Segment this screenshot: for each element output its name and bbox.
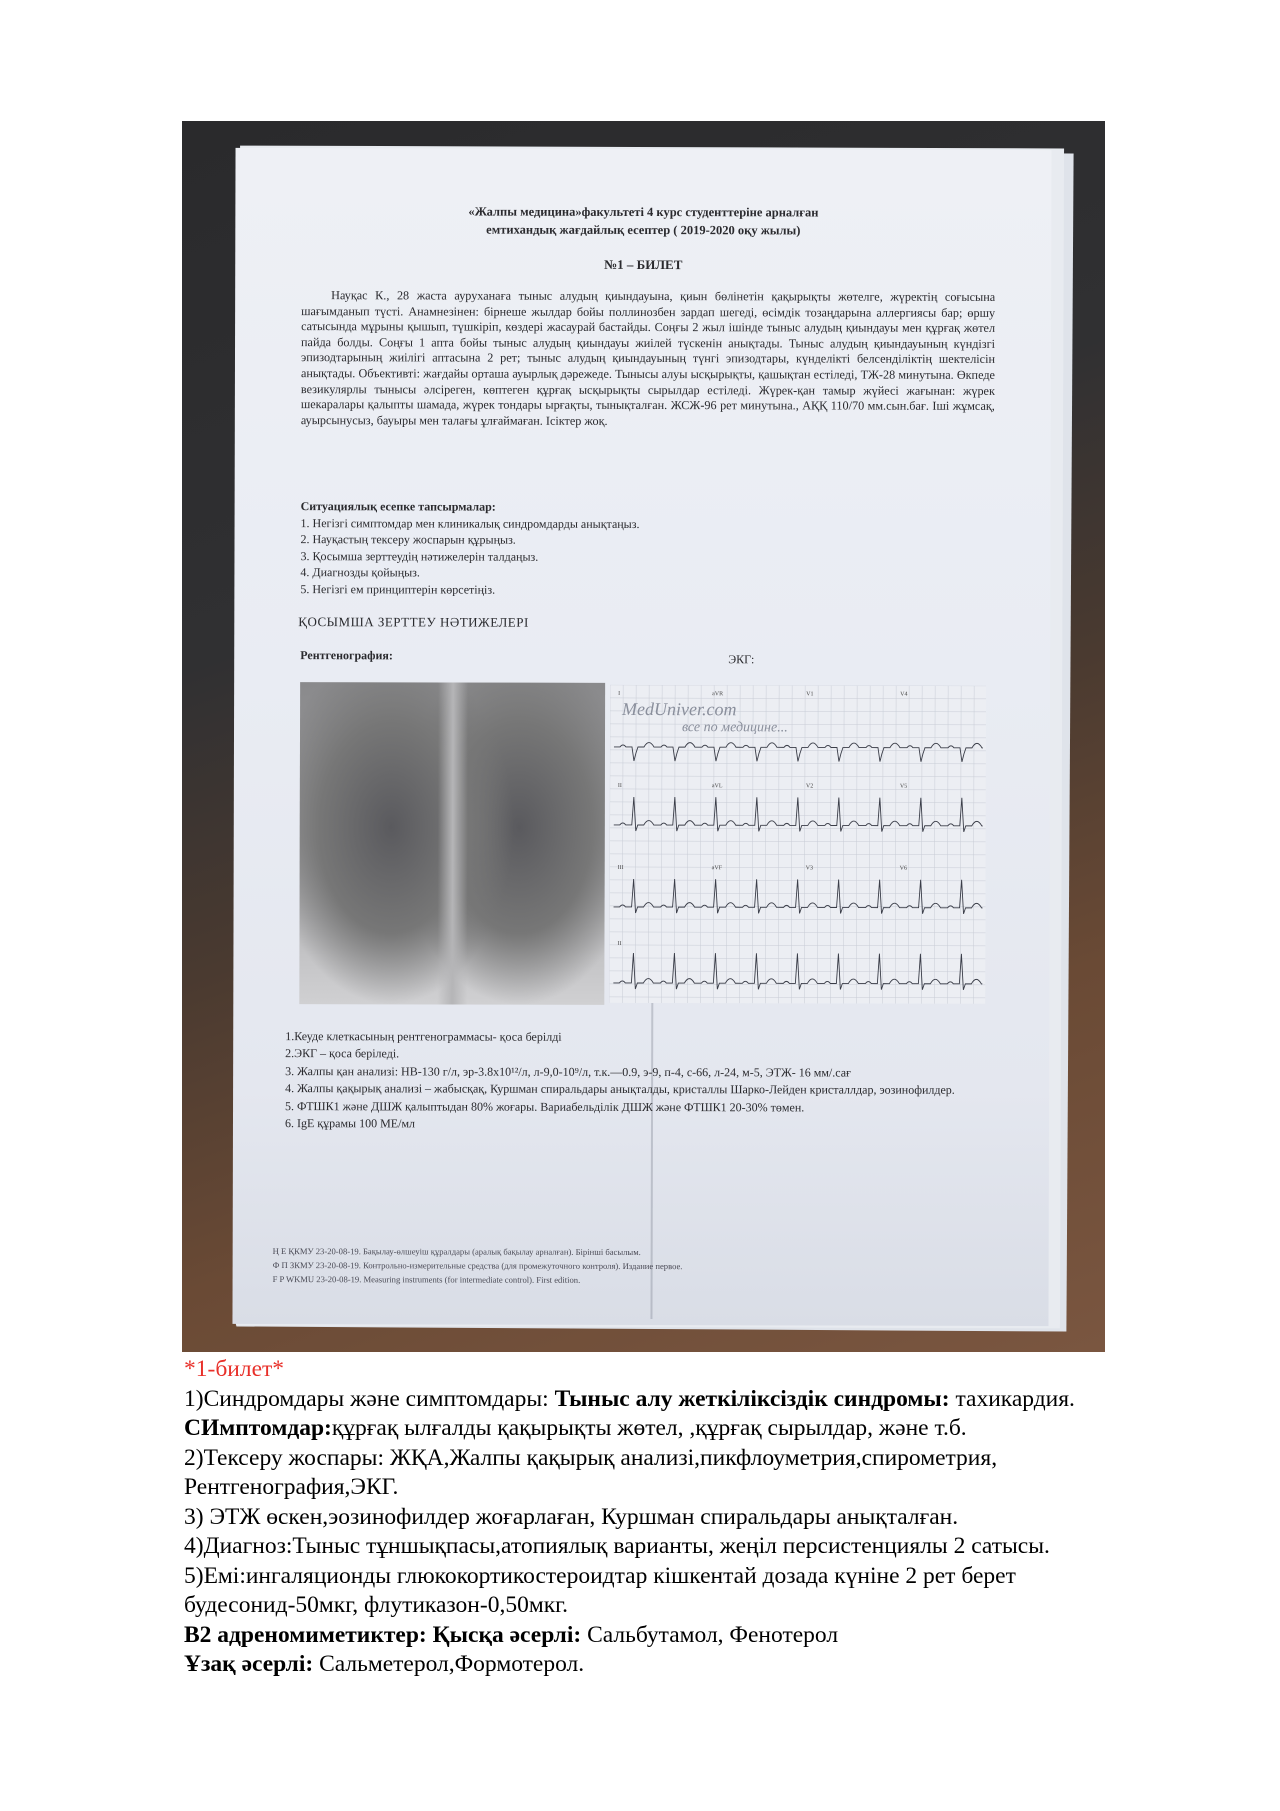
result-item: 1.Кеуде клеткасының рентгенограммасы- қоса берілді	[285, 1029, 562, 1044]
ecg-image	[609, 685, 986, 1004]
ecg-lead-label: II	[617, 782, 622, 789]
exam-paper	[232, 148, 1051, 1326]
exam-ticket-photo	[182, 121, 1105, 1352]
ecg-lead-label: V4	[900, 691, 908, 698]
paper-header-line1: «Жалпы медицина»факультеті 4 курс студенттеріне арналған	[468, 204, 819, 220]
bold-text: Тыныс алу жеткіліксіздік синдромы:	[554, 1385, 950, 1412]
section-title: ҚОСЫМША ЗЕРТТЕУ НӘТИЖЕЛЕРІ	[298, 614, 529, 630]
ecg-watermark: все по медицине...	[682, 720, 788, 736]
ecg-lead-label: V2	[805, 783, 814, 790]
task-item: 4. Диагнозды қойыңыз.	[300, 565, 420, 580]
answer-line-9	[184, 1621, 1184, 1651]
answer-line-6: 4)Диагноз:Тыныс тұншықпасы,атопиялық варианты, жеңіл персистенциялы 2 сатысы.	[184, 1533, 1050, 1559]
result-item: 4. Жалпы қақырық анализі – жабысқақ, Куршман спиральдары анықталды, кристаллы Шарко-Лейден кристаллдар, эозинофилдер.	[285, 1081, 955, 1098]
ecg-watermark: MedUniver.com	[622, 698, 737, 720]
answer-line-4: Рентгенография,ЭКГ.	[184, 1474, 399, 1500]
tasks-list	[300, 498, 639, 598]
ecg-lead-label: V6	[899, 865, 908, 872]
paper-footer	[273, 1244, 683, 1287]
text: Сальметерол,Формотерол.	[313, 1651, 585, 1677]
ecg-lead-label: aVF	[711, 865, 723, 872]
ecg-lead-label: II	[617, 940, 622, 947]
answer-line-5: 3) ЭТЖ өскен,эозинофилдер жоғарлаған, Куршман спиральдары анықталған.	[184, 1503, 959, 1530]
bold-text: СИмптомдар:	[184, 1415, 332, 1441]
result-item: 3. Жалпы қан анализі: НВ-130 г/л, эр-3.8х10¹²/л, л-9,0-10⁹/л, т.к.—0.9, э-9, п-4, с-66, л-24, м-5, ЭТЖ- 16 мм/.сағ	[285, 1063, 852, 1080]
answer-title: *1-билет*	[184, 1356, 285, 1382]
task-item: 2. Науқастың тексеру жоспарын құрыңыз.	[300, 532, 516, 547]
tasks-title: Ситуациялық есепке тапсырмалар:	[300, 499, 496, 514]
ecg-lead-label: aVR	[712, 691, 724, 698]
task-item: 5. Негізгі ем принциптерін көрсетіңіз.	[300, 582, 496, 597]
ecg-label: ЭКГ:	[728, 652, 755, 667]
paper-header-line2: емтихандық жағдайлық есептер ( 2019-2020 оқу жылы)	[486, 222, 801, 238]
ecg-lead-label: V5	[899, 783, 908, 790]
case-description: Науқас К., 28 жаста ауруханаға тыныс алудың қиындауына, қиын бөлінетін қақырықты жөтелге, жүректің соғысына шағымданып түсті. Анамнезінен: бірнеше жылдар бойы поллинозбен зардап шегеді, өсімдік тозаңдарына аллергиясы бар; өршу сатысында мұрыны қышып, түшкіріп, көздері жасаурай бастайды. Соңғы 2 жыл ішінде тыныс алудың қиындауы мен құрғақ жөтел пайда болды. Соңғы 1 апта бойы тыныс алудың қиындауы жиілей түскенін анықтады. Тыныс алудың қиындауының күндізгі эпизодтарының жиілігі аптасына 2 рет; тыныс алудың қиындауының түнгі эпизодтары, күнделікті белсенділіктің шектелісін анықтады. Объективті: жағдайы орташа ауырлық дәрежеде. Тынысы алуы ысқырықты, қашықтан естіледі, ТЖ-28 минутына. Өкпеде везикулярлы тынысы әлсіреген, көптеген құрғақ ысқырықты сырылдар естіледі. Жүрек-қан тамыр жүйесі жағынан: жүрек шекаралары қалыпты шамада, жүрек тондары ырғақты, тынықталған. ЖСЖ-96 рет минутына., АҚҚ 110/70 мм.сын.бағ. Іші жұмсақ, ауырсынусыз, бауыры мен талағы ұлғаймаған. Ісіктер жоқ.	[300, 288, 996, 428]
ticket-number: №1 – БИЛЕТ	[604, 256, 683, 273]
task-item: 3. Қосымша зерттеудің нәтижелерін талдаңыз.	[300, 548, 539, 564]
footer-line: Ф П ЗКМУ 23-20-08-19. Контрольно-измерительные средства (для промежуточного контроля). Издание первое.	[272, 1260, 683, 1272]
text: құрғақ ылғалды қақырықты жөтел, ,құрғақ сырылдар, және т.б.	[331, 1415, 967, 1441]
answer-line-2	[184, 1414, 1184, 1444]
ecg-lead-label: V1	[806, 691, 814, 698]
bold-text: Ұзақ әсерлі:	[184, 1651, 314, 1677]
task-item: 1. Негізгі симптомдар мен клиникалық синдромдарды анықтаңыз.	[300, 515, 640, 531]
ecg-lead-label: III	[617, 864, 624, 871]
answer-line-7: 5)Емі:ингаляционды глюкокортикостероидтар кішкентай дозада күніне 2 рет берет	[184, 1562, 1016, 1589]
answer-line-1	[184, 1385, 1184, 1415]
chest-xray-image	[299, 682, 605, 1005]
ecg-lead-label: I	[618, 690, 621, 697]
answer-line-3: 2)Тексеру жоспары: ЖҚА,Жалпы қақырық анализі,пикфлоуметрия,спирометрия,	[184, 1444, 998, 1471]
results-list	[285, 1028, 985, 1134]
text: Сальбутамол, Фенотерол	[581, 1621, 839, 1648]
ecg-lead-label: V3	[805, 865, 814, 872]
text: тахикардия.	[949, 1385, 1075, 1412]
bold-text: В2 адреномиметиктер: Қысқа әсерлі:	[184, 1621, 582, 1648]
result-item: 2.ЭКГ – қоса беріледі.	[285, 1046, 400, 1061]
answer-line-10	[184, 1650, 1184, 1680]
answer-line-8: будесонид-50мкг, флутиказон-0,50мкг.	[184, 1592, 568, 1618]
xray-label: Рентгенография:	[300, 648, 393, 663]
result-item: 5. ФТШК1 және ДШЖ қалыптыдан 80% жоғары. Вариабельділік ДШЖ және ФТШК1 20-30% төмен.	[285, 1098, 805, 1115]
result-item: 6. IgE құрамы 100 МЕ/мл	[284, 1116, 416, 1131]
ecg-lead-label: aVL	[711, 783, 723, 790]
answer-text	[184, 1355, 1184, 1680]
text: 1)Синдромдары және симптомдары:	[184, 1385, 555, 1412]
footer-line: F P WKMU 23-20-08-19. Measuring instruments (for intermediate control). First edition.	[272, 1274, 581, 1285]
footer-line: Ң Е ҚКМУ 23-20-08-19. Бақылау-өлшеуіш құралдары (аралық бақылау арналған). Бірінші басылым.	[272, 1246, 641, 1257]
